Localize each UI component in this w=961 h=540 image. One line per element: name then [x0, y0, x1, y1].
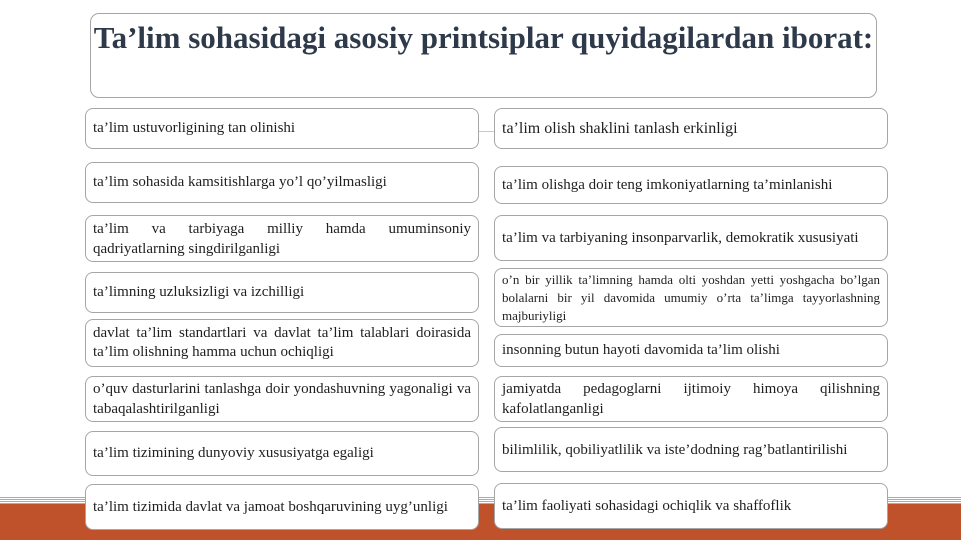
- principle-text: ta’limning uzluksizligi va izchilligi: [93, 284, 305, 300]
- principle-box-right-4: [494, 268, 888, 327]
- principle-box-right-2: [494, 166, 888, 204]
- principle-text: ta’lim tizimining dunyoviy xususiyatga egaligi: [93, 445, 374, 461]
- principle-box-right-1: [494, 108, 888, 149]
- connector-line: [477, 131, 494, 132]
- principle-box-left-1: [85, 108, 479, 149]
- principle-text: o’n bir yillik ta’limning hamda olti yoshdan yetti yoshgacha bo’lgan bolalarni bir yil davomida umumiy o’rta ta’limga tayyorlashning majburiyligi: [502, 271, 880, 323]
- principle-text: ta’lim va tarbiyaning insonparvarlik, demokratik xususiyati: [502, 230, 859, 246]
- principle-box-right-5: [494, 334, 888, 367]
- page-title: Ta’lim sohasidagi asosiy printsiplar quyidagilardan iborat:: [93, 20, 874, 55]
- principle-text: ta’lim sohasida kamsitishlarga yo’l qo’yilmasligi: [93, 174, 387, 190]
- principle-text: davlat ta’lim standartlari va davlat ta’lim talablari doirasida ta’lim olishning hamma uchun ochiqligi: [93, 325, 471, 360]
- principle-text: ta’lim faoliyati sohasidagi ochiqlik va shaffoflik: [502, 497, 792, 514]
- principle-text: ta’lim ustuvorligining tan olinishi: [93, 120, 296, 136]
- principle-box-left-7: [85, 431, 479, 476]
- principle-text: ta’lim olishga doir teng imkoniyatlarning ta’minlanishi: [502, 177, 833, 193]
- principle-box-left-2: [85, 162, 479, 203]
- principle-box-right-7: [494, 427, 888, 472]
- principle-box-left-4: [85, 272, 479, 313]
- principle-text: o’quv dasturlarini tanlashga doir yondashuvning yagonaligi va tabaqalashtirilganligi: [93, 381, 471, 417]
- principle-box-right-8: [494, 483, 888, 529]
- principle-box-right-3: [494, 215, 888, 261]
- principle-box-left-5: [85, 319, 479, 367]
- principle-text: insonning butun hayoti davomida ta’lim olishi: [502, 342, 780, 358]
- principle-text: bilimlilik, qobiliyatlilik va iste’dodning rag’batlantirilishi: [502, 441, 848, 458]
- principle-text: ta’lim tizimida davlat va jamoat boshqaruvining uyg’unligi: [93, 498, 448, 515]
- principle-text: ta’lim olish shaklini tanlash erkinligi: [502, 119, 738, 137]
- principle-box-left-8: [85, 484, 479, 530]
- principle-text: ta’lim va tarbiyaga milliy hamda umuminsoniy qadriyatlarning singdirilganligi: [93, 220, 471, 257]
- principle-text: jamiyatda pedagoglarni ijtimoiy himoya qilishning kafolatlanganligi: [502, 381, 880, 417]
- principle-box-left-6: [85, 376, 479, 422]
- principle-box-right-6: [494, 376, 888, 422]
- principle-box-left-3: [85, 215, 479, 262]
